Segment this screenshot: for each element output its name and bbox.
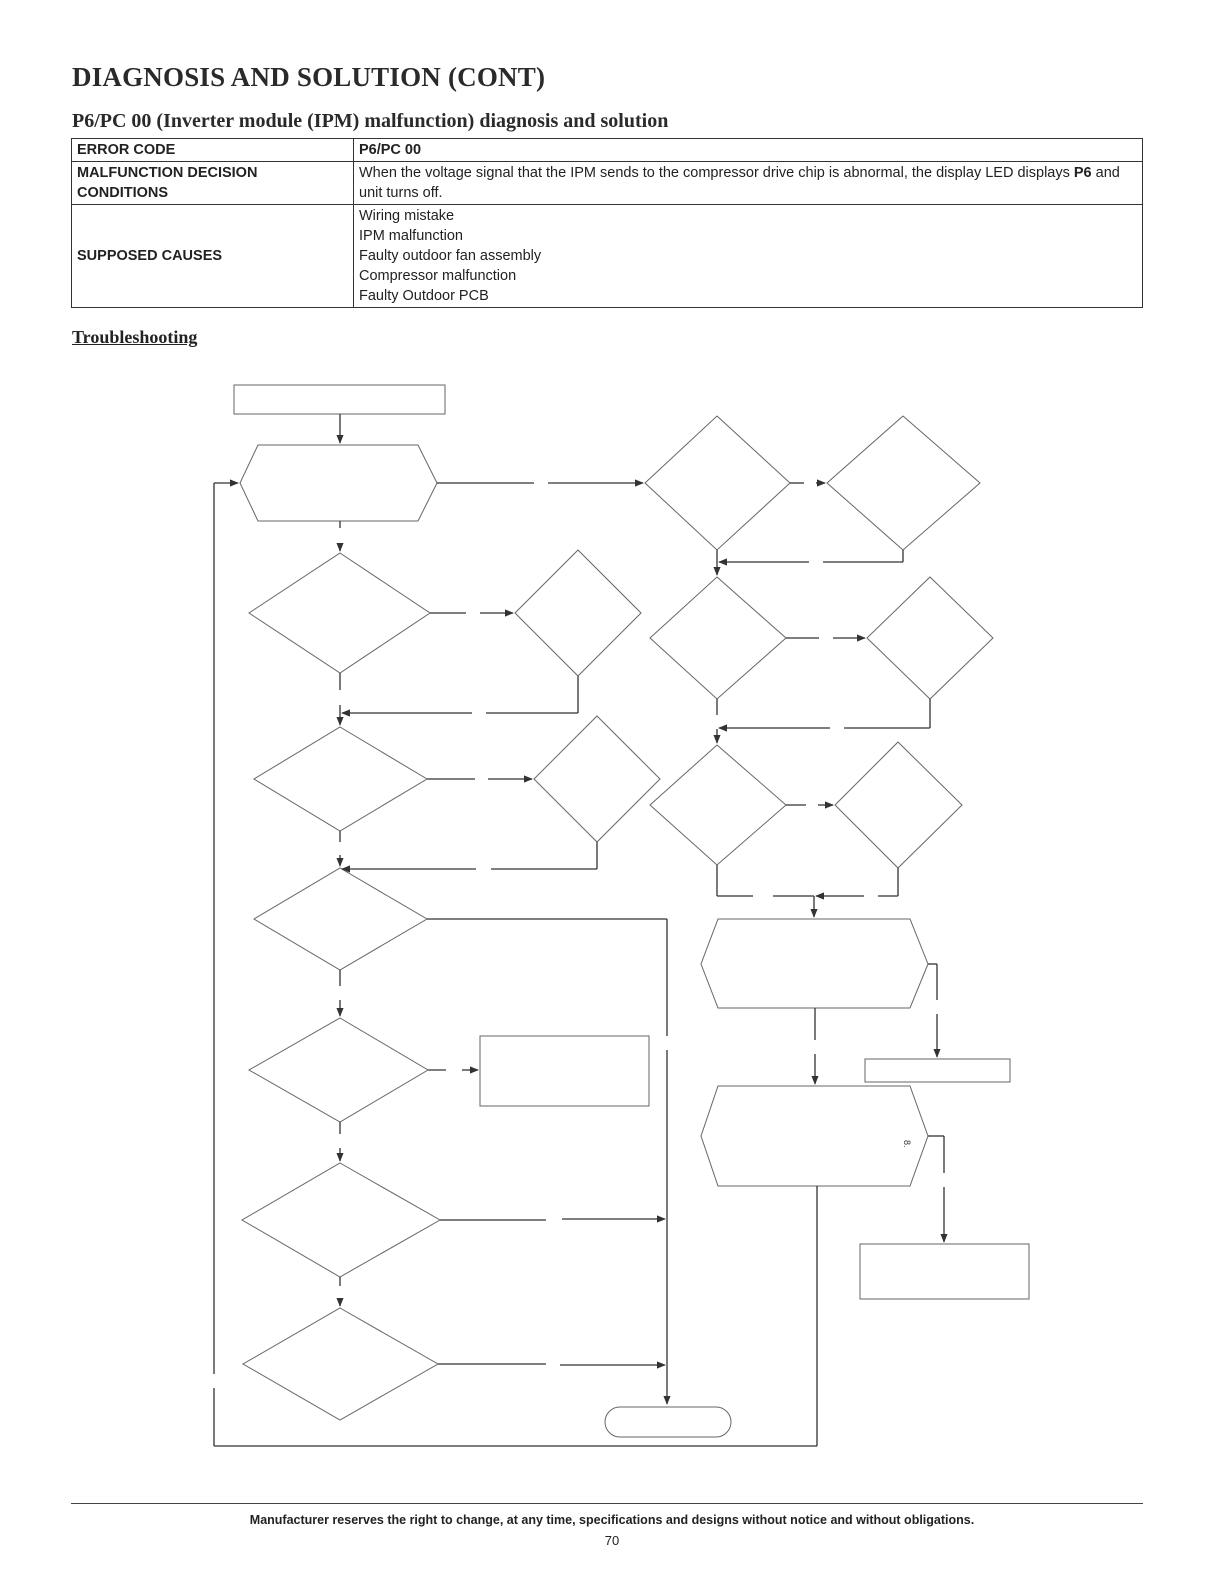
decision-diamond [835,742,962,868]
footer-note: Manufacturer reserves the right to change, at any time, specifications and designs without notice and without obligations. [249,1513,975,1527]
section-subtitle: P6/PC 00 (Inverter module (IPM) malfunction) diagnosis and solution [72,110,669,132]
error-code-value: P6/PC 00 [354,139,1143,162]
action-box [480,1036,649,1106]
page-title: DIAGNOSIS AND SOLUTION (CONT) [72,62,546,92]
error-code-label: ERROR CODE [72,139,354,162]
malfunction-code: P6 [1073,165,1092,181]
troubleshooting-heading: Troubleshooting [72,327,198,347]
decision-diamond [254,727,427,831]
footer-divider [71,1503,1143,1504]
list-item: Wiring mistake [359,208,455,224]
end-terminator [605,1407,731,1437]
malfunction-text-post: and unit turns off. [359,165,1120,201]
replace-box [860,1244,1029,1299]
list-item: Faulty Outdoor PCB [359,288,489,304]
list-item: IPM malfunction [359,228,463,244]
check-hexagon [701,919,928,1008]
decision-diamond [243,1308,438,1420]
malfunction-text-pre: When the voltage signal that the IPM sends to the compressor drive chip is abnormal, the display LED displays [359,165,1074,181]
decision-diamond [534,716,660,842]
page-number: 70 [604,1533,620,1548]
decision-diamond [867,577,993,699]
start-box [234,385,445,414]
stray-mark: 8. [902,1140,912,1148]
result-box [865,1059,1010,1082]
decision-diamond [242,1163,440,1277]
list-item: Compressor malfunction [359,268,517,284]
causes-label: SUPPOSED CAUSES [72,205,354,308]
decision-diamond [827,416,980,550]
check-hexagon [701,1086,928,1186]
decision-diamond [249,553,430,673]
decision-diamond [650,745,786,865]
decision-diamond [254,868,427,970]
decision-diamond [650,577,786,699]
power-check-hexagon [240,445,437,521]
decision-diamond [645,416,790,550]
list-item: Faulty outdoor fan assembly [359,248,542,264]
decision-diamond [515,550,641,676]
decision-diamond [249,1018,428,1122]
malfunction-label: MALFUNCTION DECISION CONDITIONS [72,162,354,205]
